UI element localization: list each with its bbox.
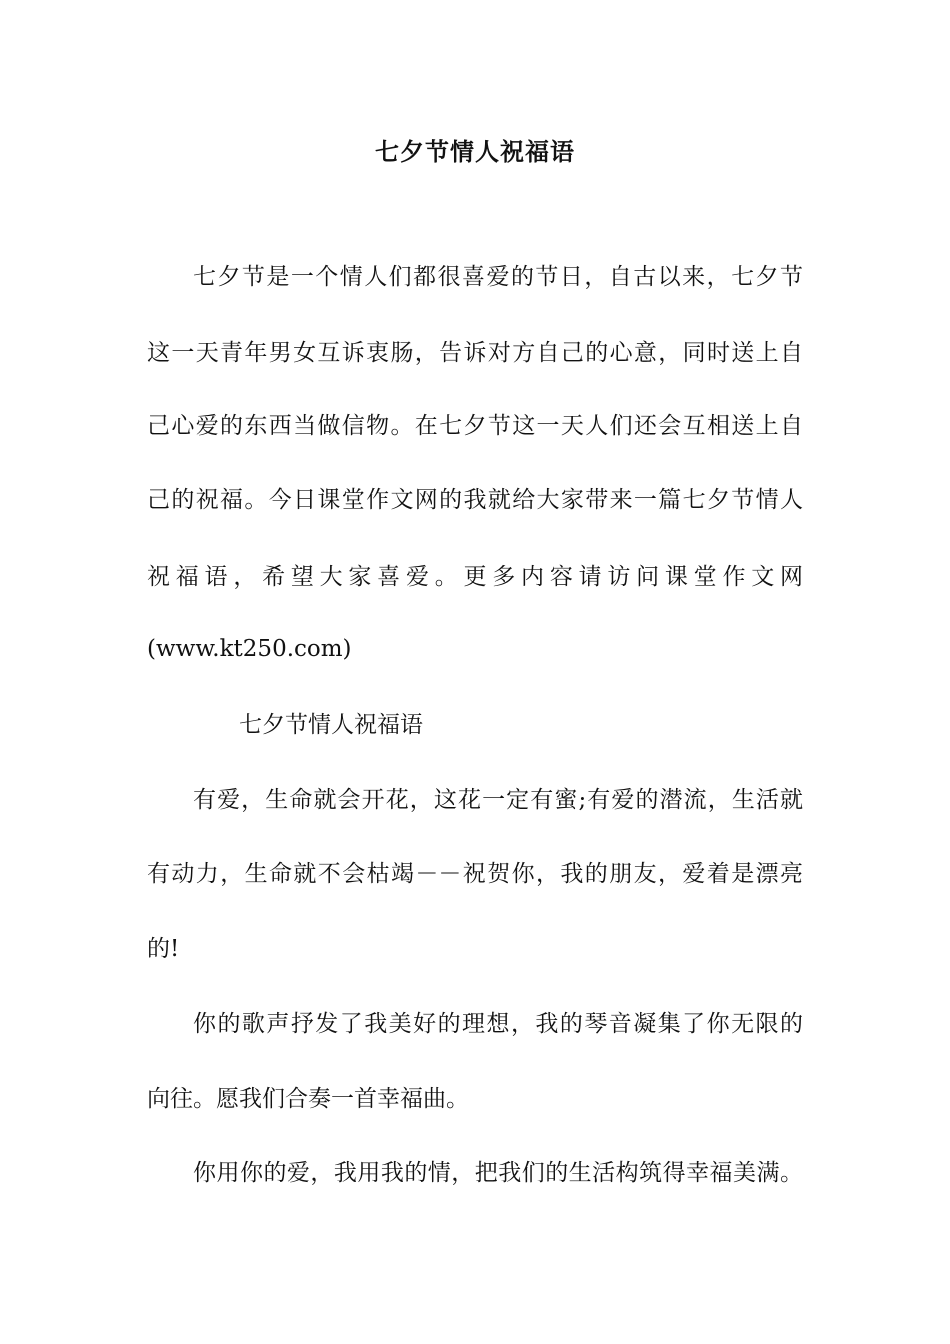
intro-line-3: 己心爱的东西当做信物。在七夕节这一天人们还会互相送上自 bbox=[147, 413, 803, 439]
intro-line-2: 这一天青年男女互诉衷肠，告诉对方自己的心意，同时送上自 bbox=[147, 340, 803, 366]
intro-line-6: (www.kt250.com) bbox=[147, 636, 352, 662]
para2-line-1: 你的歌声抒发了我美好的理想，我的琴音凝集了你无限的 bbox=[193, 1011, 803, 1037]
section-subtitle: 七夕节情人祝福语 bbox=[239, 712, 423, 738]
para3-line-1: 你用你的爱，我用我的情，把我们的生活构筑得幸福美满。 bbox=[193, 1160, 803, 1186]
intro-line-5: 祝福语，希望大家喜爱。更多内容请访问课堂作文网 bbox=[147, 564, 803, 590]
document-title: 七夕节情人祝福语 bbox=[375, 137, 575, 166]
para1-line-2: 有动力，生命就不会枯竭－－祝贺你，我的朋友，爱着是漂亮 bbox=[147, 861, 803, 887]
para1-line-3: 的! bbox=[147, 936, 180, 962]
intro-line-1: 七夕节是一个情人们都很喜爱的节日，自古以来，七夕节 bbox=[193, 264, 803, 290]
para2-line-2: 向往。愿我们合奏一首幸福曲。 bbox=[147, 1086, 469, 1112]
intro-line-4: 己的祝福。今日课堂作文网的我就给大家带来一篇七夕节情人 bbox=[147, 487, 803, 513]
para1-line-1: 有爱，生命就会开花，这花一定有蜜;有爱的潜流，生活就 bbox=[193, 787, 803, 813]
